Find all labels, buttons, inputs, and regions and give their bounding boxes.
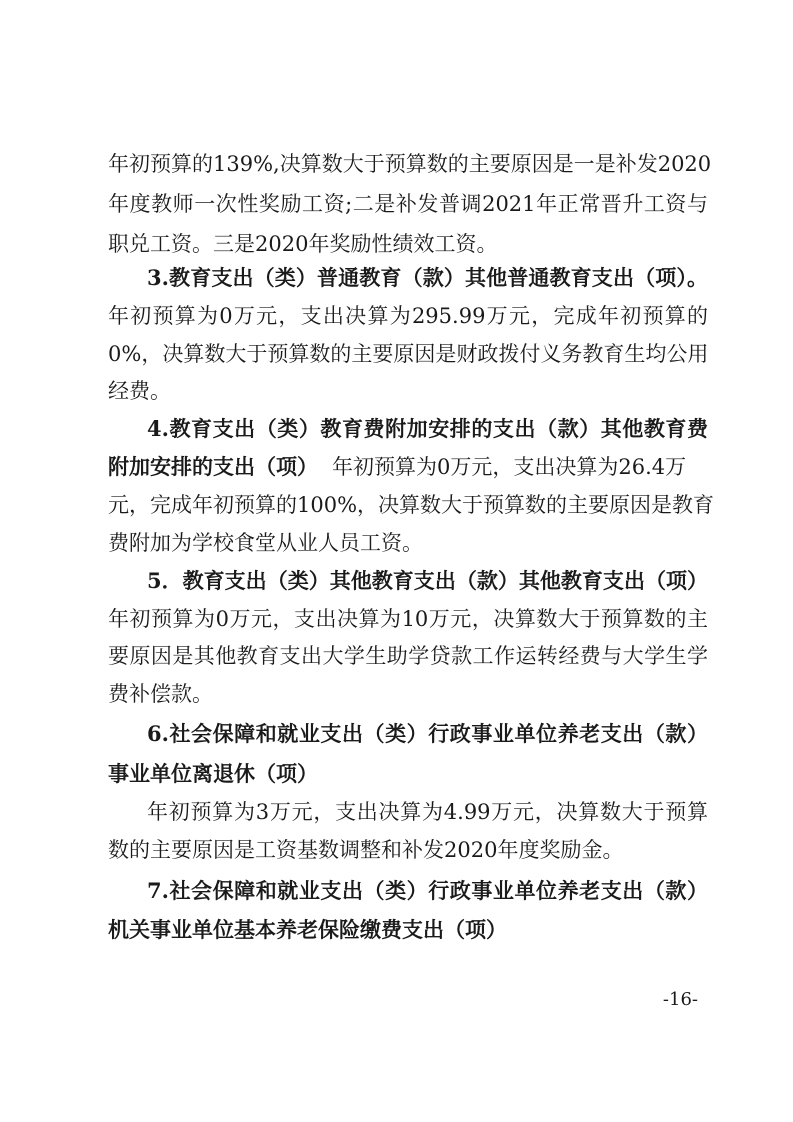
- text-line: 年初预算的139%,决算数大于预算数的主要原因是一是补发2020: [108, 152, 712, 176]
- text-line: 年初预算为3万元，支出决算为4.99万元，决算数大于预算: [147, 800, 708, 824]
- section-heading-7: 7.社会保障和就业支出（类）行政事业单位养老支出（款）: [147, 878, 708, 903]
- text-line: 经费。: [108, 379, 171, 403]
- text-line: 0%，决算数大于预算数的主要原因是财政拨付义务教育生均公用: [108, 342, 709, 366]
- text-line: 年初预算为0万元，支出决算为26.4万: [332, 455, 687, 479]
- text-line: 数的主要原因是工资基数调整和补发2020年度奖励金。: [108, 838, 624, 862]
- section-heading-3: 3.教育支出（类）普通教育（款）其他普通教育支出（项）。: [147, 265, 708, 290]
- section-heading-4-tail: 附加安排的支出（项）: [108, 454, 318, 479]
- section-heading-4-continued: [108, 447, 708, 487]
- text-line: 年度教师一次性奖励工资;二是补发普调2021年正常晋升工资与: [108, 192, 708, 216]
- section-heading-6-continued: 事业单位离退休（项）: [108, 761, 318, 786]
- text-line: 要原因是其他教育支出大学生助学贷款工作运转经费与大学生学: [108, 644, 708, 668]
- section-heading-7-continued: 机关事业单位基本养老保险缴费支出（项）: [108, 917, 507, 942]
- section-heading-6: 6.社会保障和就业支出（类）行政事业单位养老支出（款）: [147, 721, 708, 746]
- text-line: 职兑工资。三是2020年奖励性绩效工资。: [108, 232, 498, 256]
- page-number: -16-: [662, 989, 698, 1010]
- text-line: 费补偿款。: [108, 682, 213, 706]
- text-line: 元，完成年初预算的100%，决算数大于预算数的主要原因是教育: [108, 493, 715, 517]
- text-line: 年初预算为0万元，支出决算为10万元，决算数大于预算数的主: [108, 607, 708, 631]
- text-line: 费附加为学校食堂从业人员工资。: [108, 531, 423, 555]
- section-heading-5: 5．教育支出（类）其他教育支出（款）其他教育支出（项）: [147, 568, 708, 593]
- section-heading-4: 4.教育支出（类）教育费附加安排的支出（款）其他教育费: [147, 416, 708, 441]
- text-line: 年初预算为0万元，支出决算为295.99万元，完成年初预算的: [108, 304, 708, 328]
